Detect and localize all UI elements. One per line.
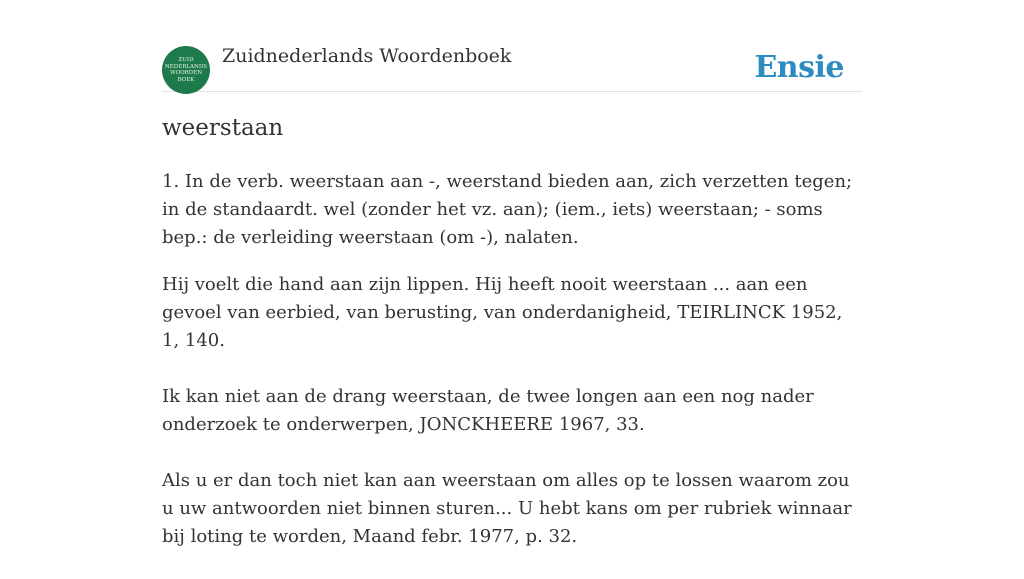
ensie-brand-link[interactable]: Ensie [754,50,844,85]
logo-line: ZUID [178,57,194,63]
dictionary-logo[interactable] [162,46,210,94]
entry-content [162,168,862,579]
entry-definition: 1. In de verb. weerstaan aan -, weerstand bieden aan, zich verzetten tegen; in de standaardt. wel (zonder het vz. aan); (iem., iets) weerstaan; - soms bep.: de verleiding weerstaan (om -), nalaten. [162,171,853,248]
site-title-link[interactable]: Zuidnederlands Woordenboek [222,45,512,67]
entry-quote: Ik kan niet aan de drang weerstaan, de twee longen aan een nog nader onderzoek te onderwerpen, JONCKHEERE 1967, 33. [162,386,814,435]
entry-quote: Hij voelt die hand aan zijn lippen. Hij heeft nooit weerstaan ... aan een gevoel van eerbied, van berusting, van onderdanigheid, TEIRLINCK 1952, 1, 140. [162,274,843,351]
logo-line: NEDERLANDS [164,63,207,70]
logo-line: WOORDEN [169,70,203,76]
header [162,0,862,92]
page-wrapper [162,0,862,547]
logo-line: BOEK [177,76,195,83]
entry-quote: Als u er dan toch niet kan aan weerstaan om alles op te lossen waarom zou u uw antwoorden niet binnen sturen... U hebt kans om per rubriek winnaar bij loting te worden, Maand febr. 1977, p. 32. [162,470,852,547]
entry-title: weerstaan [162,115,284,141]
